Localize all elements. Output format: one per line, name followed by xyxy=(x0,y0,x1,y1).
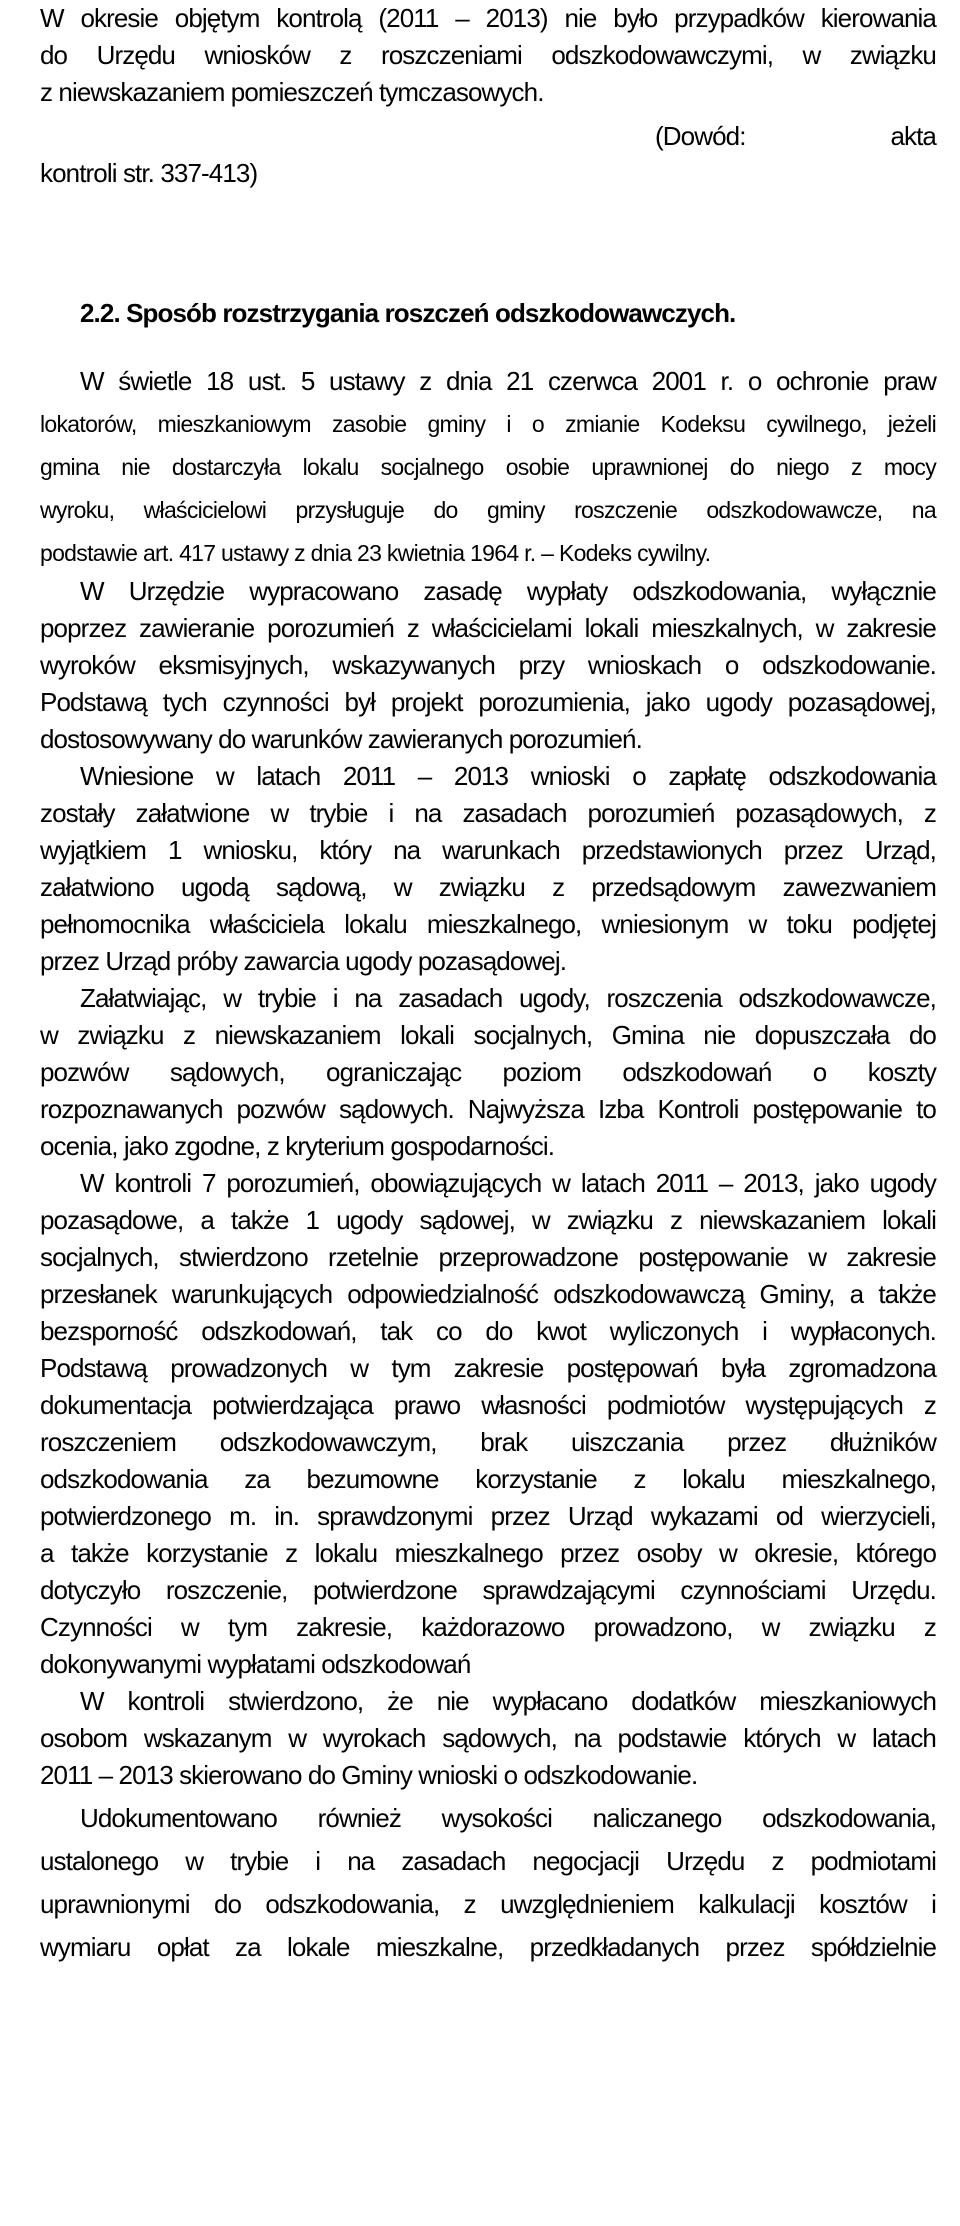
para5-line-2: pozasądowe, a także 1 ugody sądowej, w związku z niewskazaniem lokali xyxy=(40,1205,936,1235)
para5-line-10: potwierdzonego m. in. sprawdzonymi przez Urząd wykazami od wierzycieli, xyxy=(40,1501,936,1531)
para5-line-1: W kontroli 7 porozumień, obowiązujących w latach 2011 – 2013, jako ugody xyxy=(80,1168,936,1198)
para1-line-5: podstawie art. 417 ustawy z dnia 23 kwietnia 1964 r. – Kodeks cywilny. xyxy=(40,540,711,566)
para5-line-5: bezsporność odszkodowań, tak co do kwot wyliczonych i wypłaconych. xyxy=(40,1316,936,1346)
para1-line-4: wyroku, właścicielowi przysługuje do gminy roszczenie odszkodowawcze, na xyxy=(40,497,936,523)
para5-line-3: socjalnych, stwierdzono rzetelnie przeprowadzone postępowanie w zakresie xyxy=(40,1242,936,1272)
para1-line-2: lokatorów, mieszkaniowym zasobie gminy i o zmianie Kodeksu cywilnego, jeżeli xyxy=(40,411,936,437)
intro-line-2: do Urzędu wniosków z roszczeniami odszkodowawczymi, w związku xyxy=(40,40,936,70)
intro-line-3: z niewskazaniem pomieszczeń tymczasowych. xyxy=(40,77,544,107)
para4-line-5: ocenia, jako zgodne, z kryterium gospodarności. xyxy=(40,1131,555,1161)
evidence-label: (Dowód: akta xyxy=(655,121,936,151)
para2-line-3: wyroków eksmisyjnych, wskazywanych przy wnioskach o odszkodowanie. xyxy=(40,650,936,680)
para3-line-2: zostały załatwione w trybie i na zasadach porozumień pozasądowych, z xyxy=(40,798,936,828)
para5-line-12: dotyczyło roszczenie, potwierdzone sprawdzającymi czynnościami Urzędu. xyxy=(40,1575,936,1605)
para4-line-1: Załatwiając, w trybie i na zasadach ugody, roszczenia odszkodowawcze, xyxy=(80,983,936,1013)
para4-line-4: rozpoznawanych pozwów sądowych. Najwyższa Izba Kontroli postępowanie to xyxy=(40,1094,936,1124)
para2-line-2: poprzez zawieranie porozumień z właścicielami lokali mieszkalnych, w zakresie xyxy=(40,613,936,643)
para7-line-1: Udokumentowano również wysokości naliczanego odszkodowania, xyxy=(80,1803,936,1833)
para7-line-2: ustalonego w trybie i na zasadach negocjacji Urzędu z podmiotami xyxy=(40,1846,936,1876)
para7-line-4: wymiaru opłat za lokale mieszkalne, przedkładanych przez spółdzielnie xyxy=(40,1932,936,1962)
para1-line-1: W świetle 18 ust. 5 ustawy z dnia 21 czerwca 2001 r. o ochronie praw xyxy=(80,366,936,396)
para3-line-4: załatwiono ugodą sądową, w związku z przedsądowym zawezwaniem xyxy=(40,872,936,902)
para5-line-6: Podstawą prowadzonych w tym zakresie postępowań była zgromadzona xyxy=(40,1353,936,1383)
para5-line-13: Czynności w tym zakresie, każdorazowo prowadzono, w związku z xyxy=(40,1612,936,1642)
para5-line-9: odszkodowania za bezumowne korzystanie z lokalu mieszkalnego, xyxy=(40,1464,936,1494)
para3-line-3: wyjątkiem 1 wniosku, który na warunkach przedstawionych przez Urząd, xyxy=(40,835,936,865)
para3-line-1: Wniesione w latach 2011 – 2013 wnioski o zapłatę odszkodowania xyxy=(80,761,936,791)
para2-line-1: W Urzędzie wypracowano zasadę wypłaty odszkodowania, wyłącznie xyxy=(80,576,936,606)
para5-line-7: dokumentacja potwierdzająca prawo własności podmiotów występujących z xyxy=(40,1390,936,1420)
para3-line-6: przez Urząd próby zawarcia ugody pozasądowej. xyxy=(40,946,567,976)
section-heading: 2.2. Sposób rozstrzygania roszczeń odszkodowawczych. xyxy=(80,298,736,328)
para2-line-5: dostosowywany do warunków zawieranych porozumień. xyxy=(40,724,642,754)
para1-line-3: gmina nie dostarczyła lokalu socjalnego osobie uprawnionej do niego z mocy xyxy=(40,454,936,480)
para4-line-3: pozwów sądowych, ograniczając poziom odszkodowań o koszty xyxy=(40,1057,936,1087)
para6-line-1: W kontroli stwierdzono, że nie wypłacano dodatków mieszkaniowych xyxy=(80,1686,936,1716)
para7-line-3: uprawnionymi do odszkodowania, z uwzględnieniem kalkulacji kosztów i xyxy=(40,1889,936,1919)
para5-line-14: dokonywanymi wypłatami odszkodowań xyxy=(40,1649,471,1679)
para4-line-2: w związku z niewskazaniem lokali socjalnych, Gmina nie dopuszczała do xyxy=(40,1020,936,1050)
intro-line-1: W okresie objętym kontrolą (2011 – 2013) nie było przypadków kierowania xyxy=(40,3,936,33)
para5-line-11: a także korzystanie z lokalu mieszkalnego przez osoby w okresie, którego xyxy=(40,1538,936,1568)
para5-line-8: roszczeniem odszkodowawczym, brak uiszczania przez dłużników xyxy=(40,1427,936,1457)
para2-line-4: Podstawą tych czynności był projekt porozumienia, jako ugody pozasądowej, xyxy=(40,687,936,717)
para3-line-5: pełnomocnika właściciela lokalu mieszkalnego, wniesionym w toku podjętej xyxy=(40,909,936,939)
para5-line-4: przesłanek warunkujących odpowiedzialność odszkodowawczą Gminy, a także xyxy=(40,1279,936,1309)
para6-line-3: 2011 – 2013 skierowano do Gminy wnioski o odszkodowanie. xyxy=(40,1760,698,1790)
para6-line-2: osobom wskazanym w wyrokach sądowych, na podstawie których w latach xyxy=(40,1723,936,1753)
evidence-ref: kontroli str. 337-413) xyxy=(40,158,258,188)
